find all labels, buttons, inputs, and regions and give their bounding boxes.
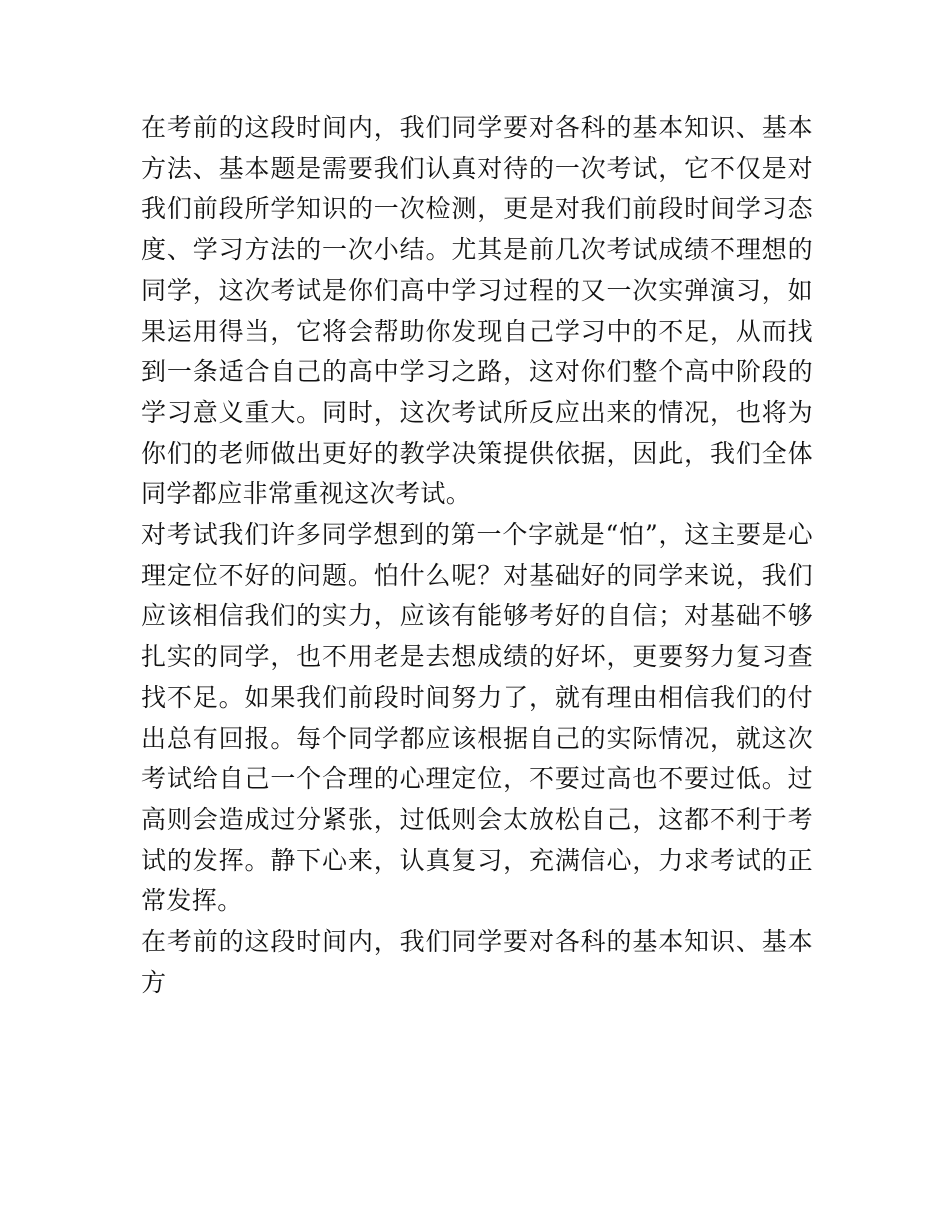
paragraph-1: 在考前的这段时间内，我们同学要对各科的基本知识、基本方法、基本题是需要我们认真对待的一次考试，它不仅是对我们前段所学知识的一次检测，更是对我们前段时间学习态度、学习方法的一次小结。尤其是前几次考试成绩不理想的同学，这次考试是你们高中学习过程的又一次实弹演习，如果运用得当，它将会帮助你发现自己学习中的不足，从而找到一条适合自己的高中学习之路，这对你们整个高中阶段的学习意义重大。同时，这次考试所反应出来的情况，也将为你们的老师做出更好的教学决策提供依据，因此，我们全体同学都应非常重视这次考试。 xyxy=(141,113,813,509)
paragraph-2: 对考试我们许多同学想到的第一个字就是“怕”，这主要是心理定位不好的问题。怕什么呢？对基础好的同学来说，我们应该相信我们的实力，应该有能够考好的自信；对基础不够扎实的同学，也不用老是去想成绩的好坏，更要努力复习查找不足。如果我们前段时间努力了，就有理由相信我们的付出总有回报。每个同学都应该根据自己的实际情况，就这次考试给自己一个合理的心理定位，不要过高也不要过低。过高则会造成过分紧张，过低则会太放松自己，这都不利于考试的发挥。静下心来，认真复习，充满信心，力求考试的正常发挥。 xyxy=(141,520,813,916)
paragraph-3: 在考前的这段时间内，我们同学要对各科的基本知识、基本方 xyxy=(141,927,813,997)
document-body xyxy=(141,108,813,1003)
